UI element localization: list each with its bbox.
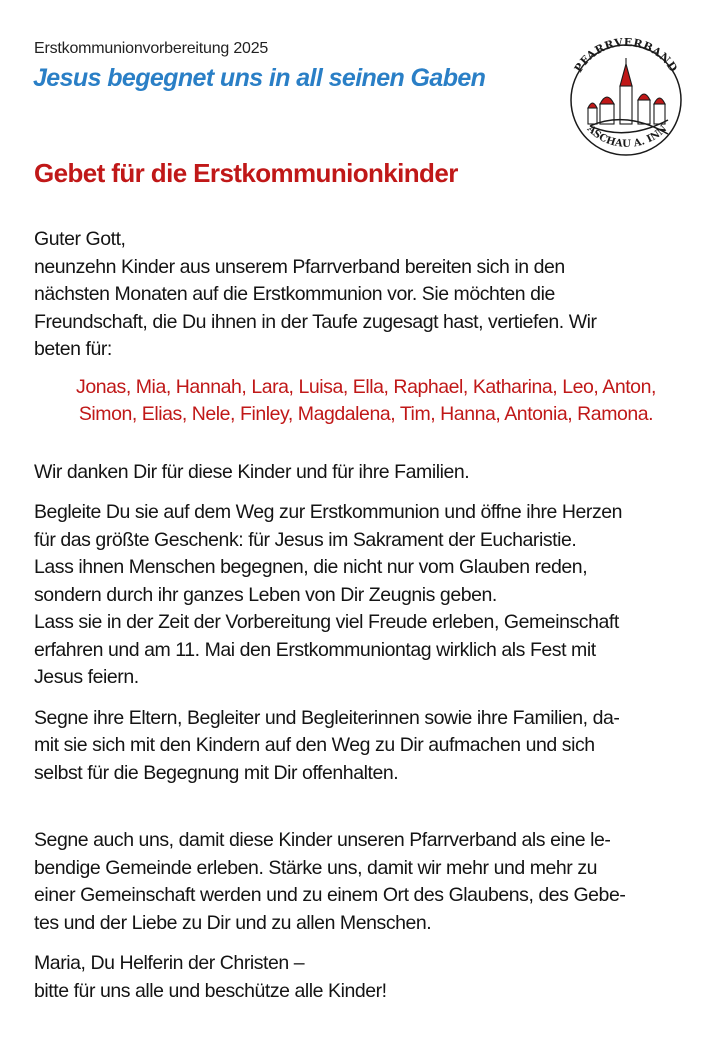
prayer-body	[34, 226, 702, 1005]
page-title: Gebet für die Erstkommunionkinder	[34, 158, 458, 188]
logo-top-text: PFARRVERBAND	[571, 38, 681, 75]
prayer-thanks: Wir danken Dir für diese Kinder und für ihre Familien.	[34, 460, 470, 483]
prayer-closing: Maria, Du Helferin der Christen – bitte für uns alle und beschütze alle Kinder!	[34, 952, 387, 1002]
church-towers-icon	[588, 58, 665, 124]
prayer-accompany: Begleite Du sie auf dem Weg zur Erstkommunion und öffne ihre Herzen für das größte Geschenk: für Jesus im Sakrament der Eucharistie. Lass ihnen Menschen begegnen, die nicht nur vom Glauben reden, sondern durch ihr ganzes Leben von Dir Zeugnis geben. Lass sie in der Zeit der Vorbereitung viel Freude erleben, Gemeinschaft erfahren und am 11. Mai den Erstkommuniontag wirklich als Fest mit Jesus feiern.	[34, 501, 623, 688]
prayer-bless-us: Segne auch uns, damit diese Kinder unseren Pfarrverband als eine le- bendige Gemeinde erleben. Stärke uns, damit wir mehr und mehr zu einer Gemeinschaft werden und zu einem Ort des Glaubens, des Gebe- tes und der Liebe zu Dir und zu allen Menschen.	[34, 829, 626, 934]
children-names: Jonas, Mia, Hannah, Lara, Luisa, Ella, Raphael, Katharina, Leo, Anton, Simon, Elias, Nele, Finley, Magdalena, Tim, Hanna, Antonia, Ramona.	[76, 375, 656, 425]
header-headline: Jesus begegnet uns in all seinen Gaben	[33, 64, 486, 92]
prayer-bless-parents: Segne ihre Eltern, Begleiter und Begleiterinnen sowie ihre Familien, da- mit sie sich mit den Kindern auf den Weg zu Dir aufmachen und sich selbst für die Begegnung mit Dir offenhalten.	[34, 706, 620, 784]
header-subtitle: Erstkommunionvorbereitung 2025	[34, 40, 269, 57]
parish-logo	[560, 38, 692, 156]
prayer-intro: neunzehn Kinder aus unserem Pfarrverband bereiten sich in den nächsten Monaten auf die Erstkommunion vor. Sie möchten die Freundschaft, die Du ihnen in der Taufe zugesagt hast, vertiefen. Wir beten für:	[34, 255, 597, 360]
prayer-greeting: Guter Gott,	[34, 228, 126, 250]
logo-bottom-text: ASCHAU A. INN	[584, 123, 670, 150]
